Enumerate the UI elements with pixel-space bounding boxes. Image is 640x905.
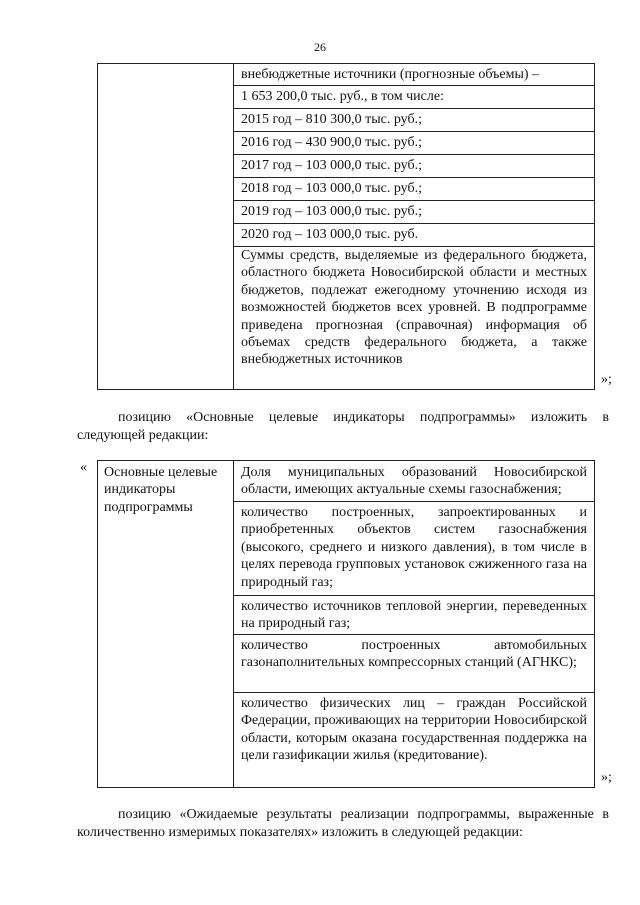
funding-line: 1 653 200,0 тыс. руб., в том числе:	[241, 89, 444, 104]
page-number: 26	[314, 40, 326, 54]
open-quote: «	[80, 460, 87, 475]
funding-table	[97, 63, 595, 390]
indicators-left-cell: Основные целевые индикаторы подпрограммы	[104, 465, 218, 515]
paragraph: позицию «Ожидаемые результаты реализации подпрограммы, выраженные в количественно измеримых показателях» изложить в следующей редакции:	[77, 807, 609, 840]
indicator-item: количество построенных автомобильных газонаполнительных компрессорных станций (АГНКС);	[241, 638, 587, 671]
funding-line: 2020 год – 103 000,0 тыс. руб.	[241, 227, 419, 242]
close-quote: »;	[601, 372, 612, 387]
table-divider	[233, 64, 234, 389]
indicator-item: количество физических лиц – граждан Российской Федерации, проживающих на территории Новосибирской области, которым оказана государственная поддержка на цели газификации жилья (кредитование).	[241, 696, 587, 764]
indicator-item: количество источников тепловой энергии, переведенных на природный газ;	[241, 599, 587, 632]
table-divider	[233, 461, 234, 787]
funding-line: 2018 год – 103 000,0 тыс. руб.;	[241, 181, 422, 196]
funding-line: 2015 год – 810 300,0 тыс. руб.;	[241, 112, 422, 127]
funding-line: 2016 год – 430 900,0 тыс. руб.;	[241, 135, 422, 150]
paragraph: позицию «Основные целевые индикаторы подпрограммы» изложить в следующей редакции:	[77, 410, 609, 443]
close-quote: »;	[601, 770, 612, 785]
funding-line: внебюджетные источники (прогнозные объемы) –	[241, 67, 540, 82]
indicator-item: Доля муниципальных образований Новосибирской области, имеющих актуальные схемы газоснабжения;	[241, 465, 587, 498]
funding-note: Суммы средств, выделяемые из федерального бюджета, областного бюджета Новосибирской области и местных бюджетов, подлежат ежегодному уточнению исходя из возможностей бюджетов всех уровней. В подпрограмме приведена прогнозная (справочная) информация об объемах средств федерального бюджета, а также внебюджетных источников	[241, 248, 587, 368]
indicator-item: количество построенных, запроектированных и приобретенных объектов систем газоснабжения (высокого, среднего и низкого давления), в том числе в целях перевода групповых установок сжиженного газа на природный газ;	[241, 505, 587, 590]
indicators-table	[97, 460, 595, 788]
funding-line: 2017 год – 103 000,0 тыс. руб.;	[241, 158, 422, 173]
funding-line: 2019 год – 103 000,0 тыс. руб.;	[241, 204, 422, 219]
